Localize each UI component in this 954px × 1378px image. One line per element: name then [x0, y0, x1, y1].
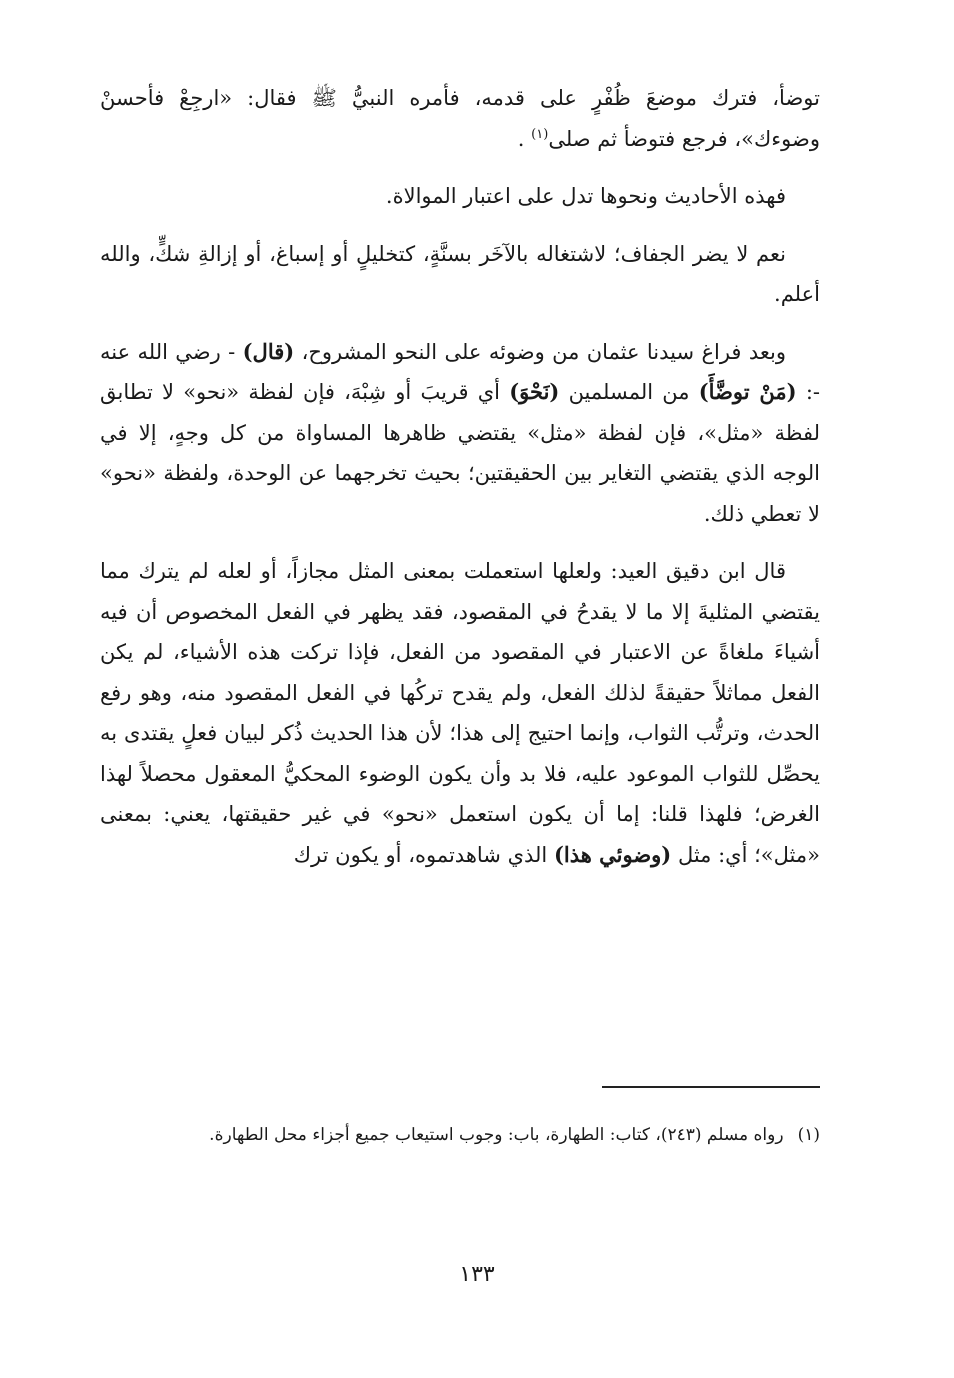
- paragraph-2: فهذه الأحاديث ونحوها تدل على اعتبار الموالاة.: [385, 184, 786, 208]
- footnote-text: رواه مسلم (٢٤٣)، كتاب: الطهارة، باب: وجوب استيعاب جميع أجزاء محل الطهارة.: [209, 1125, 784, 1145]
- hadith-phrase-man-tawadda: (مَنْ توضَّأَ): [698, 379, 797, 404]
- main-text: [100, 78, 820, 892]
- paragraph-4-seg1: وبعد فراغ سيدنا عثمان من وضوئه على النحو المشروح،: [301, 339, 786, 364]
- page-number: ١٣٣: [459, 1262, 495, 1287]
- footnote-reference[interactable]: (١): [531, 126, 549, 142]
- paragraph-3: نعم لا يضر الجفاف؛ لاشتغاله بالآخَر بسنَّةٍ، كتخليلٍ أو إسباغ، أو إزالةِ شكٍّ، والله أعلم.: [100, 241, 820, 306]
- paragraph-5: [100, 551, 820, 875]
- paragraph-1-tail: .: [517, 126, 525, 151]
- paragraph-5-seg2: الذي شاهدتموه، أو يكون ترك: [293, 842, 548, 867]
- paragraph-1: [100, 78, 820, 159]
- paragraph-4-seg3: من المسلمين: [568, 380, 690, 404]
- footnote-number: (١): [797, 1125, 820, 1145]
- paragraph-5-seg1: قال ابن دقيق العيد: ولعلها استعملت بمعنى المثل مجازاً، أو لعله لم يترك مما يقتضي المثليةَ إلا ما لا يقدحُ في المقصود، فقد يظهر في الفعل المخصوص أن فيه أشياءَ ملغاةً عن الاعتبار في المقصود من الفعل، فإذا تركت هذه الأشياء، لم يكن الفعل مماثلاً حقيقةً لذلك الفعل، ولم يقدح تركُها في الفعل المقصود منه، وهو رفع الحدث، وترتُّب الثواب، وإنما احتيج إلى هذا؛ لأن هذا الحديث ذُكر لبيان فعلٍ يقتدى به يحصِّل للثواب الموعود عليه، فلا بد وأن يكون الوضوء المحكيُّ المعقول محصلاً لهذا الغرض؛ فلهذا قلنا: إما أن يكون استعمل «نحو» في غير حقيقتها، يعني: بمعنى «مثل»؛ أي: مثل: [100, 559, 820, 867]
- hadith-phrase-nahwa: (نَحْوَ): [509, 379, 560, 404]
- footnote: [100, 1118, 820, 1152]
- hadith-phrase-qala: (قال): [242, 338, 295, 364]
- paragraph-4-seg2: - رضي الله عنه -:: [100, 339, 820, 404]
- paragraph-4-seg4: أي قريبَ أو شِبْهَ، فإن لفظة «نحو» لا تطابق لفظة «مثل»، فإن لفظة «مثل» يقتضي ظاهرها المساواة من كل وجهٍ، إلا في الوجه الذي يقتضي التغاير بين الحقيقتين؛ بحيث تخرجهما عن الوحدة، ولفظة «نحو» لا تعطي ذلك.: [100, 380, 820, 526]
- paragraph-1-text: توضأ، فترك موضعَ ظُفْرٍ على قدمه، فأمره النبيُّ ﷺ فقال: «ارجِعْ فأحسنْ وضوءك»، فرجع فتوضأ ثم صلى: [100, 86, 820, 151]
- footnote-separator: [602, 1086, 820, 1088]
- hadith-phrase-wudui-hadha: (وضوئي هذا): [553, 841, 672, 867]
- paragraph-4: [100, 332, 820, 535]
